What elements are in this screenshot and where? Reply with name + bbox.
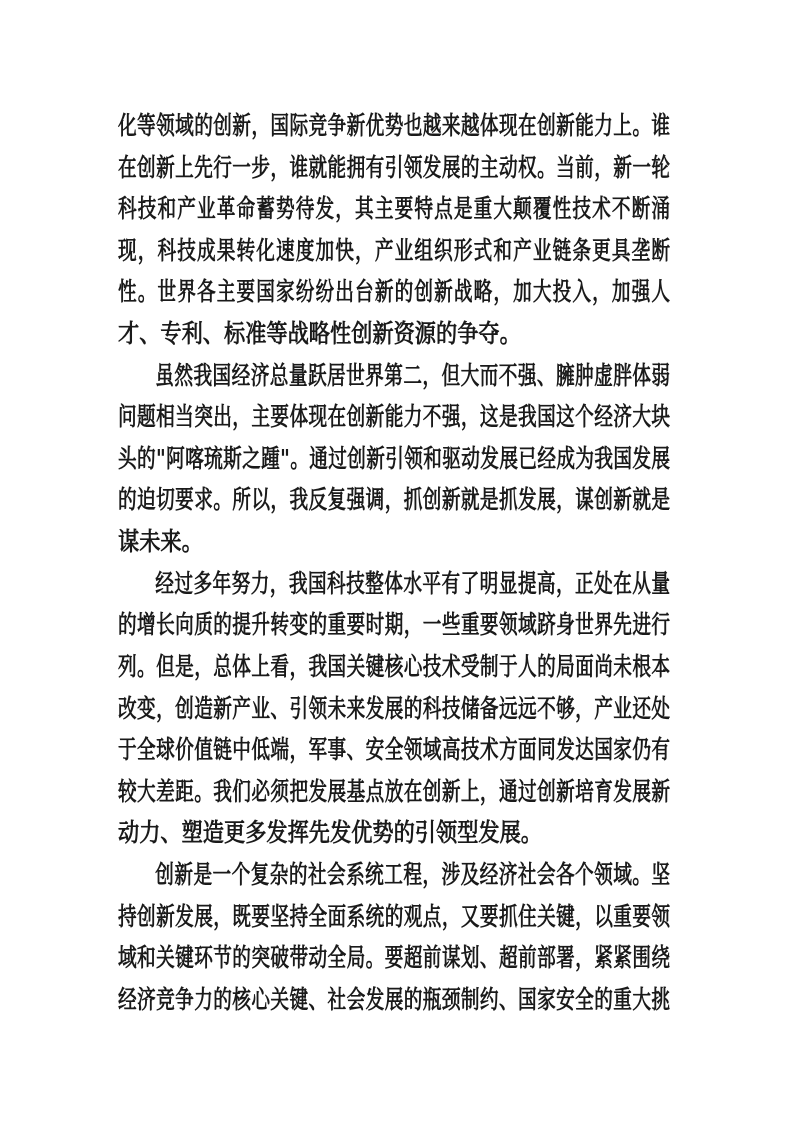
paragraph (118, 355, 800, 563)
paragraph (118, 854, 800, 1020)
text-line: 谋未来。 (118, 527, 203, 557)
text-line: 性。世界各主要国家纷纷出台新的创新战略，加大投入，加强人 (118, 277, 671, 307)
text-line: 域和关键环节的突破带动全局。要超前谋划、超前部署，紧紧围绕 (118, 943, 671, 973)
paragraph (118, 105, 800, 355)
text-line: 现，科技成果转化速度加快，产业组织形式和产业链条更具垄断 (118, 235, 671, 265)
text-line: 的迫切要求。所以，我反复强调，抓创新就是抓发展，谋创新就是 (118, 485, 671, 515)
text-line: 较大差距。我们必须把发展基点放在创新上，通过创新培育发展新 (118, 776, 671, 806)
text-line: 列。但是，总体上看，我国关键核心技术受制于人的局面尚未根本 (118, 651, 671, 681)
text-line: 持创新发展，既要坚持全面系统的观点，又要抓住关键，以重要领 (118, 901, 671, 931)
text-line: 创新是一个复杂的社会系统工程，涉及经济社会各个领域。坚 (155, 859, 671, 889)
text-line: 的增长向质的提升转变的重要时期，一些重要领域跻身世界先进行 (118, 610, 671, 640)
text-line: 科技和产业革命蓄势待发，其主要特点是重大颠覆性技术不断涌 (118, 194, 671, 224)
text-line: 经济竞争力的核心关键、社会发展的瓶颈制约、国家安全的重大挑 (118, 984, 671, 1014)
text-line: 头的"阿喀琉斯之踵"。通过创新引领和驱动发展已经成为我国发展 (118, 443, 671, 473)
document-text-block (118, 105, 800, 1020)
text-line: 问题相当突出，主要体现在创新能力不强，这是我国这个经济大块 (118, 402, 671, 432)
text-line: 经过多年努力，我国科技整体水平有了明显提高，正处在从量 (155, 568, 671, 598)
text-line: 动力、塑造更多发挥先发优势的引领型发展。 (118, 818, 543, 848)
text-line: 在创新上先行一步，谁就能拥有引领发展的主动权。当前，新一轮 (118, 152, 671, 182)
paragraph (118, 563, 800, 854)
text-line: 改变，创造新产业、引领未来发展的科技储备远远不够，产业还处 (118, 693, 671, 723)
text-line: 才、专利、标准等战略性创新资源的争夺。 (118, 319, 521, 349)
text-line: 化等领域的创新，国际竞争新优势也越来越体现在创新能力上。谁 (118, 111, 671, 140)
text-line: 虽然我国经济总量跃居世界第二，但大而不强、臃肿虚胖体弱 (155, 360, 671, 390)
text-line: 于全球价值链中低端，军事、安全领域高技术方面同发达国家仍有 (118, 735, 671, 765)
